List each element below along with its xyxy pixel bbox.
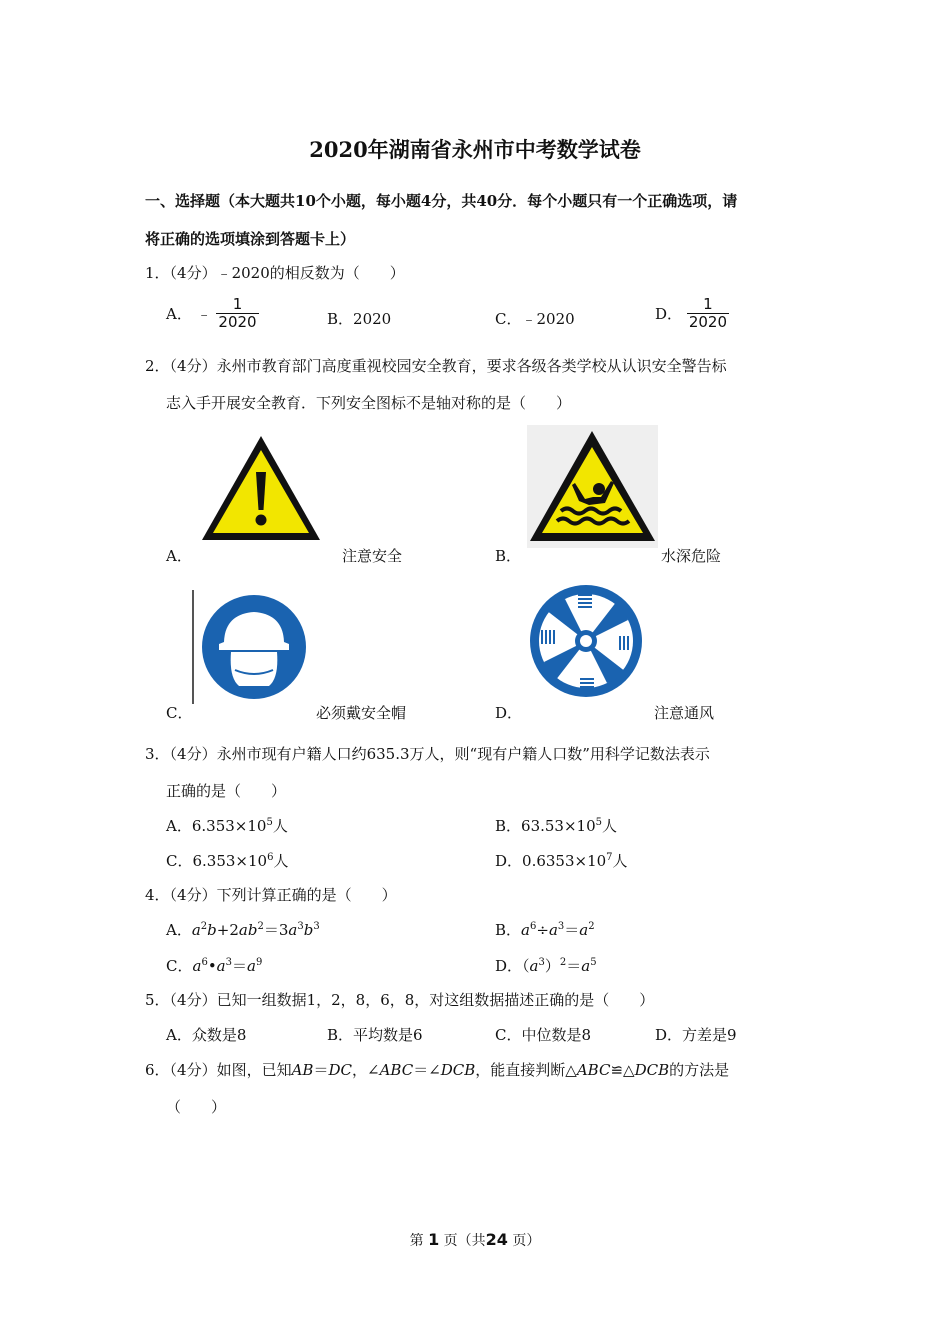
q3-option-b (495, 815, 617, 836)
ventilation-sign-icon (527, 584, 645, 698)
q2-option-b-caption: 水深危险 (661, 547, 722, 565)
q4-stem: 4．（4分）下列计算正确的是（ ） (145, 886, 397, 904)
q3-c-exp: 6 (267, 852, 274, 863)
q1-a-numerator: 1 (232, 295, 243, 313)
section-heading-line1: 一、选择题（本大题共10个小题，每小题4分，共40分．每个小题只有一个正确选项，请 (145, 192, 738, 210)
q3-option-d (495, 850, 628, 871)
q1-d-denominator: 2020 (688, 313, 727, 331)
q5-option-b: B．平均数是6 (327, 1026, 423, 1044)
q1-option-a (166, 296, 259, 331)
q2-option-c-caption: 必须戴安全帽 (316, 704, 407, 722)
q6-stem-line2: （ ） (166, 1098, 227, 1116)
q3-a-unit: 人 (272, 817, 288, 835)
q4-option-b: B．$a^6\div a^3=a^2$ (495, 921, 595, 939)
q1-option-b: B．2020 (327, 310, 392, 328)
q3-c-base: C．6.353×10 (166, 852, 268, 870)
page-footer: 第 1 页（共24 页） (409, 1230, 541, 1249)
q3-c-unit: 人 (273, 852, 289, 870)
hard-hat-sign-icon (191, 590, 313, 704)
q3-a-exp: 5 (266, 817, 273, 828)
q1-stem: 1．（4分）﹣2020的相反数为（ ） (145, 264, 405, 282)
q1-option-d (655, 296, 729, 331)
deep-water-sign-icon (527, 425, 658, 548)
q5-option-c: C．中位数是8 (495, 1026, 592, 1044)
page-total: 24 (485, 1230, 508, 1249)
q1-d-fraction (687, 296, 729, 331)
q2-option-d-label: D． (495, 704, 523, 722)
q3-d-exp: 7 (606, 852, 613, 863)
q1-d-label: D． (655, 305, 683, 323)
q3-b-exp: 5 (595, 817, 602, 828)
q3-b-base: B．63.53×10 (495, 817, 596, 835)
q6-stem-line1: 6．（4分）如图，已知AB＝DC，∠ABC＝∠DCB，能直接判断△ABC≌△DCB的方法是 (145, 1061, 730, 1079)
q3-option-c (166, 850, 288, 871)
q2-option-c-label: C． (166, 704, 193, 722)
q4-b-label: B． (495, 921, 522, 939)
q2-option-a-label: A． (166, 547, 192, 565)
q4-d-label: D． (495, 957, 523, 975)
q2-option-b-label: B． (495, 547, 522, 565)
q1-option-c: C．﹣2020 (495, 310, 575, 328)
section-heading-line2: 将正确的选项填涂到答题卡上） (145, 230, 356, 248)
q3-d-base: D．0.6353×10 (495, 852, 607, 870)
q1-a-label: A． (166, 305, 192, 323)
q4-option-c: C．$a^6•a^3=a^9$ (166, 957, 263, 975)
q5-stem: 5．（4分）已知一组数据1，2，8，6，8，对这组数据描述正确的是（ ） (145, 991, 655, 1009)
q3-option-a (166, 815, 288, 836)
q1-a-denominator: 2020 (218, 313, 257, 331)
q1-a-sign: ﹣ (196, 305, 212, 323)
q4-option-d: D．$(a^3)^2=a^5$ (495, 957, 597, 975)
q2-option-a-caption: 注意安全 (342, 547, 403, 565)
page-title: 2020年湖南省永州市中考数学试卷 (309, 137, 641, 162)
q3-b-unit: 人 (602, 817, 618, 835)
q1-a-fraction (216, 296, 258, 331)
q4-a-label: A． (166, 921, 192, 939)
page-number: 1 (428, 1230, 440, 1249)
q3-stem-line1: 3．（4分）永州市现有户籍人口约635.3万人，则“现有户籍人口数”用科学记数法表示 (145, 745, 710, 763)
q2-stem-line2: 志入手开展安全教育．下列安全图标不是轴对称的是（ ） (166, 394, 572, 412)
q3-d-unit: 人 (612, 852, 628, 870)
q3-stem-line2: 正确的是（ ） (166, 782, 287, 800)
q4-option-a: A．$a^2b+2ab^2=3a^3b^3$ (166, 921, 320, 939)
q3-a-base: A．6.353×10 (166, 817, 267, 835)
q2-option-d-caption: 注意通风 (654, 704, 715, 722)
q5-option-d: D．方差是9 (655, 1026, 737, 1044)
q1-d-numerator: 1 (703, 295, 713, 313)
q4-c-label: C． (166, 957, 193, 975)
q5-option-a: A．众数是8 (166, 1026, 247, 1044)
warning-sign-icon (198, 432, 324, 544)
q2-stem-line1: 2．（4分）永州市教育部门高度重视校园安全教育，要求各级各类学校从认识安全警告标 (145, 357, 727, 375)
